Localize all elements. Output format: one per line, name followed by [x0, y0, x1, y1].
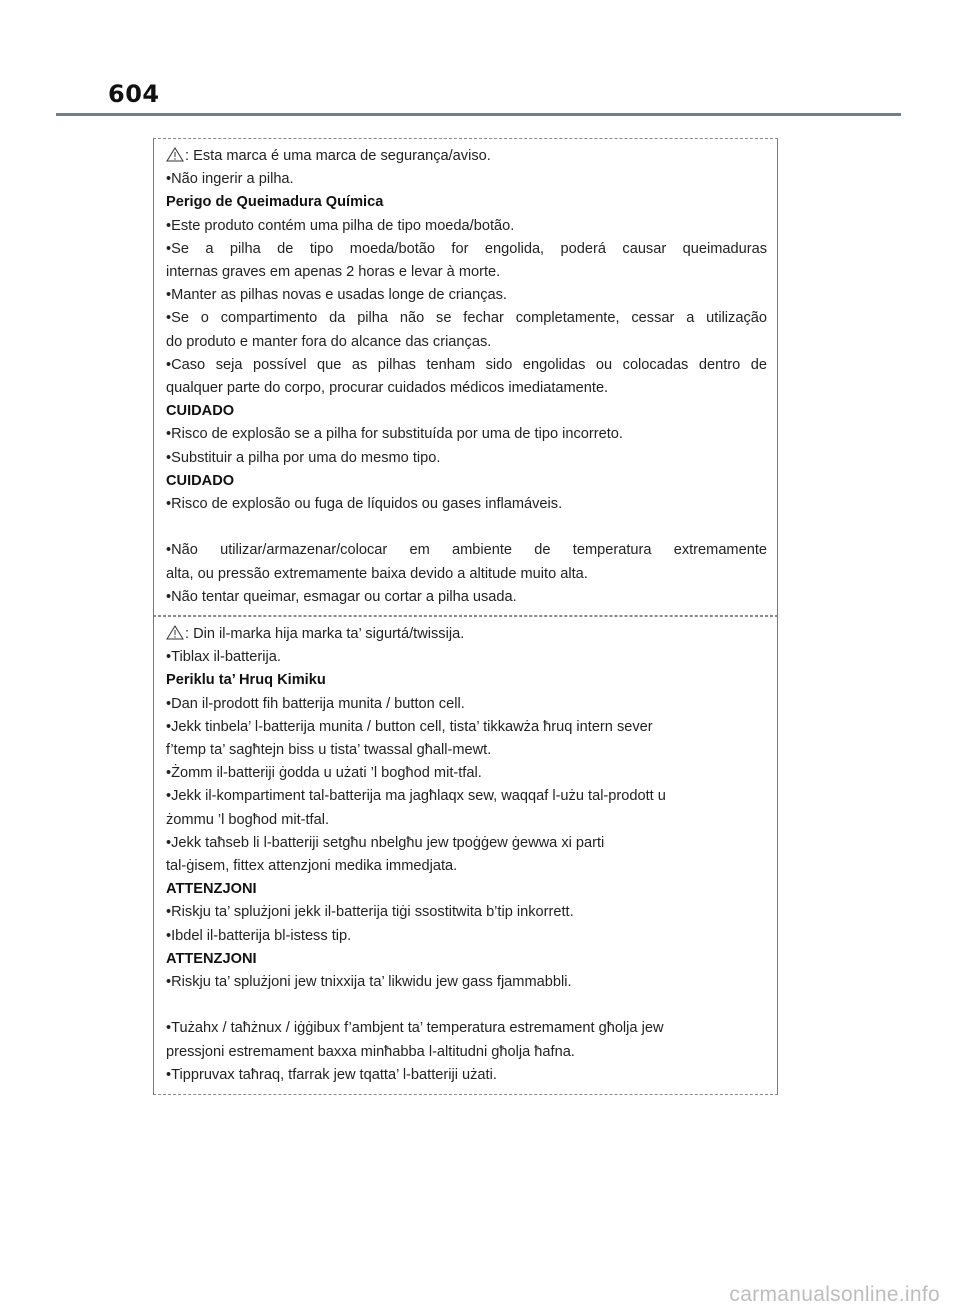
- explosion-leak-item: •Risco de explosão ou fuga de líquidos ou gases inflamáveis.: [166, 496, 563, 512]
- attention-heading: ATTENZJONI: [166, 881, 257, 898]
- notice-box-maltese: [153, 616, 778, 1095]
- explosion-replace-item: •Riskju ta’ splużjoni jekk il-batterija tiġi ssostitwita b’tip inkorrett.: [166, 904, 574, 921]
- warning-triangle-icon: [166, 147, 184, 162]
- compartment-warning-line-2: do produto e manter fora do alcance das crianças.: [166, 333, 492, 350]
- temperature-warning-line-2: alta, ou pressão extremamente baixa devido a altitude muito alta.: [166, 565, 588, 582]
- temperature-warning-line-1: •Tużahx / taħżnux / iġġibux f’ambjent ta’ temperatura estremament għolja jew: [166, 1020, 664, 1037]
- medical-warning-line-1: •Caso seja possível que as pilhas tenham sido engolidas ou colocadas dentro de: [166, 356, 767, 373]
- explosion-replace-item: •Risco de explosão se a pilha for substituída por uma de tipo incorreto.: [166, 426, 623, 443]
- symbol-legend: [166, 623, 767, 646]
- replace-same-item: •Substituir a pilha por uma do mesmo tipo.: [166, 449, 441, 466]
- caution-heading: CUIDADO: [166, 403, 235, 420]
- header-divider: [56, 113, 901, 116]
- contains-battery-item: •Dan il-prodott fih batterija munita / button cell.: [166, 695, 465, 712]
- no-ingest-item: •Não ingerir a pilha.: [166, 171, 294, 188]
- swallow-warning-line-2: f’temp ta’ sagħtejn biss u tista’ twassal għall-mewt.: [166, 742, 492, 759]
- chemical-burn-heading: Periklu ta’ Hruq Kimiku: [166, 672, 326, 689]
- medical-warning-line-2: tal-ġisem, fittex attenzjoni medika immedjata.: [166, 858, 458, 875]
- warning-triangle-icon: [166, 625, 184, 640]
- replace-same-item: •Ibdel il-batterija bl-istess tip.: [166, 927, 352, 944]
- compartment-warning-line-1: •Jekk il-kompartiment tal-batterija ma jagħlaqx sew, waqqaf l-użu tal-prodott u: [166, 788, 666, 805]
- spacer: [166, 516, 767, 539]
- spacer: [166, 994, 767, 1017]
- swallow-warning-line-2: internas graves em apenas 2 horas e levar à morte.: [166, 264, 501, 280]
- symbol-legend-text: : Esta marca é uma marca de segurança/aviso.: [185, 148, 491, 164]
- chemical-burn-heading: Perigo de Queimadura Química: [166, 194, 384, 211]
- no-burn-item: •Não tentar queimar, esmagar ou cortar a pilha usada.: [166, 588, 517, 605]
- medical-warning-line-1: •Jekk taħseb li l-batteriji setgħu nbelgħu jew tpoġġew ġewwa xi parti: [166, 834, 605, 851]
- attention-heading: ATTENZJONI: [166, 950, 257, 967]
- site-watermark: carmanualsonline.info: [729, 1283, 940, 1306]
- temperature-warning-line-2: pressjoni estremament baxxa minħabba l-altitudni għolja ħafna.: [166, 1043, 575, 1060]
- notice-box-portuguese: [153, 138, 778, 616]
- temperature-warning-line-1: •Não utilizar/armazenar/colocar em ambiente de temperatura extremamente: [166, 542, 767, 559]
- symbol-legend: [166, 145, 767, 168]
- symbol-legend-text: : Din il-marka hija marka ta’ sigurtá/twissija.: [185, 626, 465, 642]
- no-burn-item: •Tippruvax taħraq, tfarrak jew tqatta’ l-batteriji użati.: [166, 1066, 497, 1083]
- no-ingest-item: •Tiblax il-batterija.: [166, 649, 281, 666]
- explosion-leak-item: •Riskju ta’ splużjoni jew tnixxija ta’ likwidu jew gass fjammabbli.: [166, 974, 572, 991]
- keep-away-item: •Żomm il-batteriji ġodda u użati ’l bogħod mit-tfal.: [166, 765, 482, 782]
- compartment-warning-line-2: żommu ’l bogħod mit-tfal.: [166, 811, 330, 828]
- swallow-warning-line-1: •Jekk tinbela’ l-batterija munita / button cell, tista’ tikkawża ħruq intern sever: [166, 718, 653, 735]
- contains-battery-item: •Este produto contém uma pilha de tipo moeda/botão.: [166, 217, 515, 234]
- compartment-warning-line-1: •Se o compartimento da pilha não se fechar completamente, cessar a utilização: [166, 310, 767, 327]
- swallow-warning-line-1: •Se a pilha de tipo moeda/botão for engolida, poderá causar queimaduras: [166, 240, 767, 257]
- caution-heading: CUIDADO: [166, 472, 235, 489]
- keep-away-item: •Manter as pilhas novas e usadas longe de crianças.: [166, 287, 507, 304]
- medical-warning-line-2: qualquer parte do corpo, procurar cuidados médicos imediatamente.: [166, 379, 609, 396]
- page-number: 604: [108, 80, 160, 108]
